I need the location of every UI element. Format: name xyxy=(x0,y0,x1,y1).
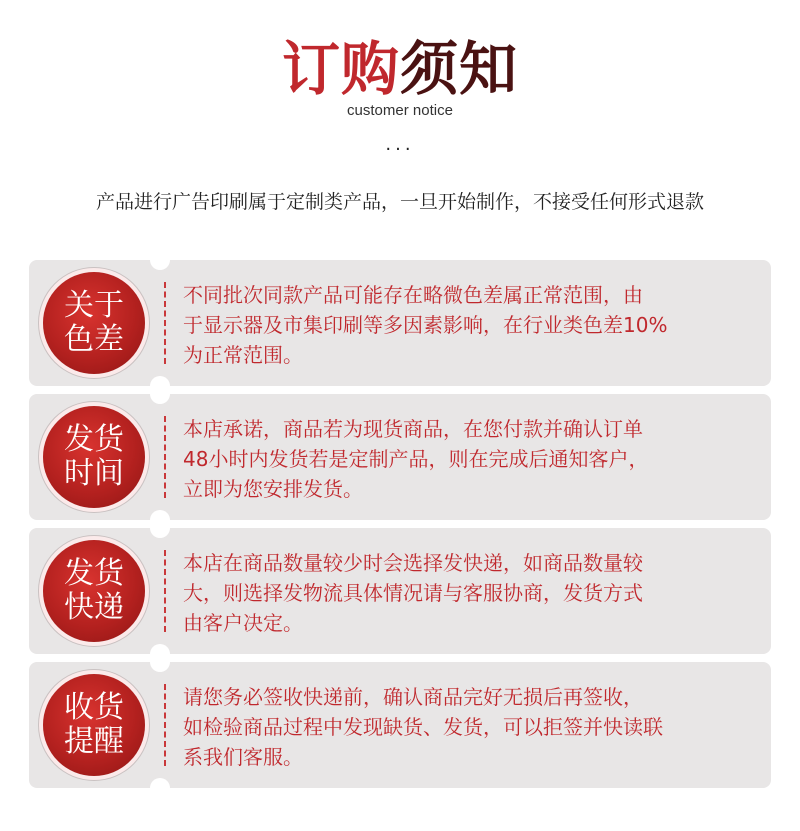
card-badge xyxy=(43,540,145,642)
notice-card-color-difference xyxy=(29,260,771,386)
card-text: 请您务必签收快递前，确认商品完好无损后再签收， 如检验商品过程中发现缺货、发货，可以拒签并快读联 系我们客服。 xyxy=(183,685,663,769)
badge-line-2: 提醒 xyxy=(64,724,124,759)
title-part-1: 订购 xyxy=(281,35,400,103)
badge-line-1: 发货 xyxy=(64,556,124,591)
badge-line-2: 快递 xyxy=(64,590,124,625)
page-subtitle: customer notice xyxy=(347,102,453,119)
ticket-notch xyxy=(150,384,170,404)
badge-line-1: 关于 xyxy=(64,288,124,323)
card-text: 不同批次同款产品可能存在略微色差属正常范围，由 于显示器及市集印刷等多因素影响，在行业类色差10% 为正常范围。 xyxy=(183,283,668,367)
badge-line-1: 收货 xyxy=(64,690,124,725)
card-text: 本店承诺，商品若为现货商品，在您付款并确认订单 48小时内发货若是定制产品，则在完成后通知客户， 立即为您安排发货。 xyxy=(183,417,649,501)
ticket-notch xyxy=(150,518,170,538)
dashed-divider xyxy=(164,416,166,498)
notice-card-shipping-time xyxy=(29,394,771,520)
notice-card-receipt-reminder xyxy=(29,662,771,788)
ticket-notch xyxy=(150,778,170,798)
intro-text: 产品进行广告印刷属于定制类产品，一旦开始制作，不接受任何形式退款 xyxy=(95,191,704,213)
card-badge xyxy=(43,406,145,508)
dashed-divider xyxy=(164,282,166,364)
card-badge xyxy=(43,272,145,374)
ticket-notch xyxy=(150,250,170,270)
title-part-2: 须知 xyxy=(400,35,519,103)
ticket-notch xyxy=(150,652,170,672)
page-title xyxy=(0,34,800,104)
dashed-divider xyxy=(164,550,166,632)
dots-separator: ... xyxy=(385,134,415,155)
badge-line-1: 发货 xyxy=(64,422,124,457)
dashed-divider xyxy=(164,684,166,766)
badge-line-2: 色差 xyxy=(64,322,124,357)
badge-line-2: 时间 xyxy=(64,456,124,491)
card-text: 本店在商品数量较少时会选择发快递，如商品数量较 大，则选择发物流具体情况请与客服协商，发货方式 由客户决定。 xyxy=(183,551,643,635)
notice-card-shipping-courier xyxy=(29,528,771,654)
card-badge xyxy=(43,674,145,776)
